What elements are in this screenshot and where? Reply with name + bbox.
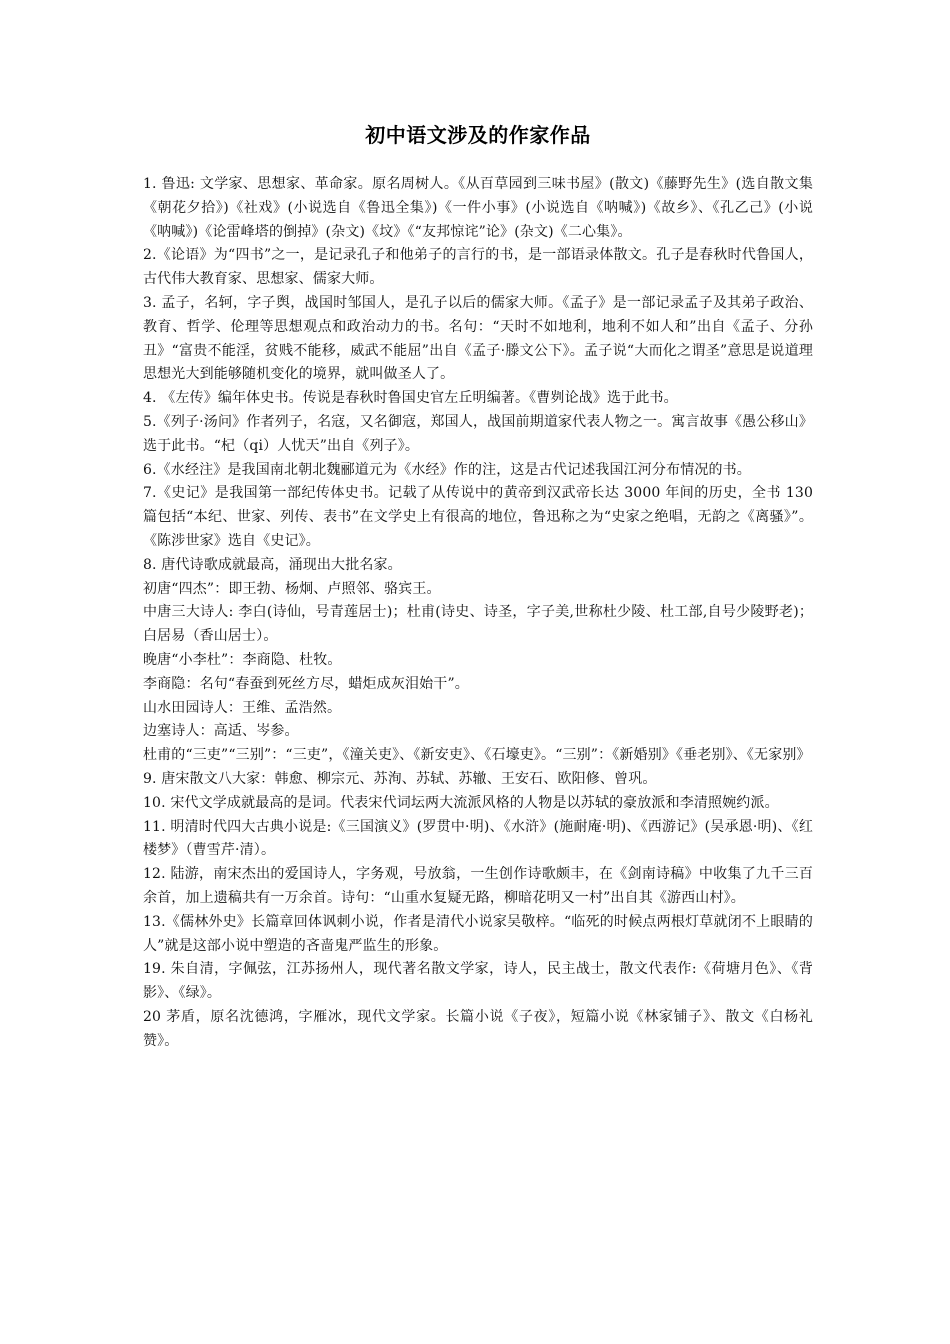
paragraph: 杜甫的“三吏”“三别”：“三吏”，《潼关吏》、《新安吏》、《石壕吏》。“三别”：《新婚别》《垂老别》、《无家别》 bbox=[143, 747, 811, 764]
paragraph: 19. 朱自清，字佩弦，江苏扬州人，现代著名散文学家，诗人，民主战士，散文代表作:《荷塘月色》、《背影》、《绿》。 bbox=[143, 961, 813, 1002]
paragraph: 12. 陆游，南宋杰出的爱国诗人，字务观，号放翁，一生创作诗歌颇丰，在《剑南诗稿》中收集了九千三百余首，加上遗稿共有一万余首。诗句：“山重水复疑无路，柳暗花明又一村”出自其《游西山村》。 bbox=[143, 866, 813, 906]
paragraph: 2.《论语》为“四书”之一，是记录孔子和他弟子的言行的书，是一部语录体散文。孔子是春秋时代鲁国人，古代伟大教育家、思想家、儒家大师。 bbox=[143, 247, 813, 288]
paragraph: 中唐三大诗人: 李白(诗仙，号青莲居士)；杜甫(诗史、诗圣，字子美,世称杜少陵、杜工部,自号少陵野老)；白居易（香山居士）。 bbox=[143, 604, 813, 645]
paragraph: 13.《儒林外史》长篇章回体讽刺小说，作者是清代小说家吴敬梓。“临死的时候点两根灯草就闭不上眼睛的人”就是这部小说中塑造的吝啬鬼严监生的形象。 bbox=[143, 913, 813, 954]
page-title: 初中语文涉及的作家作品 bbox=[365, 123, 591, 147]
paragraph: 6.《水经注》是我国南北朝北魏郦道元为《水经》作的注，这是古代记述我国江河分布情况的书。 bbox=[143, 461, 751, 478]
paragraph: 5.《列子·汤问》作者列子，名寇，又名御寇，郑国人，战国前期道家代表人物之一。寓言故事《愚公移山》选于此书。“杞（qi）人忧天”出自《列子》。 bbox=[143, 413, 813, 454]
paragraph: 晚唐“小李杜”：李商隐、杜牧。 bbox=[143, 651, 342, 668]
paragraph: 4. 《左传》编年体史书。传说是春秋时鲁国史官左丘明编著。《曹刿论战》选于此书。 bbox=[143, 390, 678, 407]
document-body bbox=[143, 173, 813, 1053]
paragraph: 3. 孟子，名轲，字子舆，战国时邹国人，是孔子以后的儒家大师。《孟子》是一部记录孟子及其弟子政治、教育、哲学、伦理等思想观点和政治动力的书。名句：“天时不如地利，地利不如人和”出自《孟子、分孙丑》“富贵不能淫，贫贱不能移，威武不能屈”出自《孟子·滕文公下》。孟子说“大而化之谓圣”意思是说道理思想光大到能够随机变化的境界，就叫做圣人了。 bbox=[143, 294, 813, 383]
paragraph: 8. 唐代诗歌成就最高，涌现出大批名家。 bbox=[143, 556, 402, 573]
paragraph: 20 茅盾，原名沈德鸿，字雁冰，现代文学家。长篇小说《子夜》，短篇小说《林家铺子》、散文《白杨礼赞》。 bbox=[143, 1008, 813, 1049]
paragraph: 7.《史记》是我国第一部纪传体史书。记载了从传说中的黄帝到汉武帝长达 3000 年间的历史，全书 130 篇包括“本纪、世家、列传、表书”在文学史上有很高的地位，鲁迅称之为“史家之绝唱，无韵之《离骚》”。《陈涉世家》选自《史记》。 bbox=[143, 485, 813, 549]
paragraph: 11. 明清时代四大古典小说是:《三国演义》(罗贯中·明)、《水浒》(施耐庵·明)、《西游记》(吴承恩·明)、《红楼梦》（曹雪芹·清）。 bbox=[143, 818, 813, 859]
paragraph: 山水田园诗人：王维、孟浩然。 bbox=[143, 699, 342, 716]
paragraph: 初唐“四杰”：即王勃、杨炯、卢照邻、骆宾王。 bbox=[143, 580, 441, 597]
document-page bbox=[143, 118, 813, 1053]
paragraph: 9. 唐宋散文八大家：韩愈、柳宗元、苏洵、苏轼、苏辙、王安石、欧阳修、曾巩。 bbox=[143, 770, 657, 787]
paragraph: 边塞诗人：高适、岑参。 bbox=[143, 723, 299, 740]
paragraph: 1. 鲁迅: 文学家、思想家、革命家。原名周树人。《从百草园到三味书屋》(散文)《藤野先生》(选自散文集《朝花夕拾》)《社戏》(小说选自《鲁迅全集》)《一件小事》(小说选自《呐喊》)《故乡》、《孔乙己》(小说《呐喊》)《论雷峰塔的倒掉》(杂文)《坟》《“友邦惊诧”论》(杂文)《二心集》。 bbox=[143, 176, 813, 240]
paragraph: 李商隐：名句“春蚕到死丝方尽，蜡炬成灰泪始干”。 bbox=[143, 675, 469, 692]
paragraph: 10. 宋代文学成就最高的是词。代表宋代词坛两大流派风格的人物是以苏轼的豪放派和李清照婉约派。 bbox=[143, 794, 779, 811]
